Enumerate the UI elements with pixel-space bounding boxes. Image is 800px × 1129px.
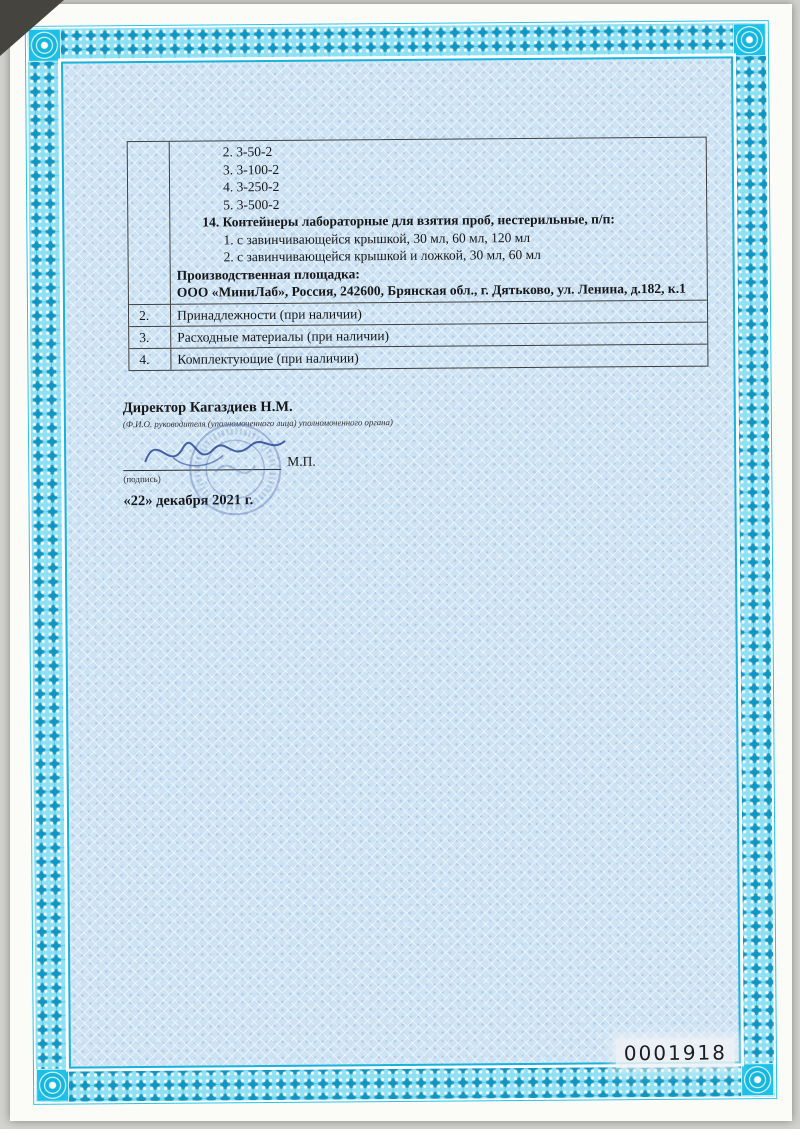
serial-number: 0001918 [616,1037,735,1068]
table-row [129,343,707,370]
certificate-body [6,1,797,1124]
table-row-continuation [128,138,707,304]
item-14-subitem: 1. с завинчивающейся крышкой, 30 мл, 60 мл, 120 мл [223,229,531,247]
content-layer [6,1,797,1124]
row-label: Расходные материалы (при наличии) [177,327,390,345]
table-row [129,321,707,348]
row-number: 3. [129,326,171,347]
table-row [129,299,707,326]
row-number: 4. [129,348,171,369]
item-14-title: 14. Контейнеры лабораторные для взятия проб, нестерильные, п/п: [202,211,615,230]
row-number-empty [128,142,171,304]
director-title: Директор Кагаздиев Н.М. [122,398,293,417]
list-item: 5. 3-500-2 [223,196,280,212]
production-site-label: Производственная площадка: [176,265,360,283]
director-note: (Ф.И.О. руководителя (уполномоченного лица) уполномоченного органа) [122,417,393,430]
row-label: Комплектующие (при наличии) [177,349,359,367]
stamp-place-label: М.П. [287,453,316,469]
signature-note: (подпись) [123,473,161,485]
products-table [127,137,709,371]
row-label: Принадлежности (при наличии) [176,305,362,323]
list-item: 3. 3-100-2 [222,161,280,177]
list-item: 4. 3-250-2 [222,178,280,195]
list-item: 2. 3-50-2 [222,143,273,160]
signature-stroke [139,423,289,476]
certificate-page [10,4,792,1121]
issue-date: «22» декабря 2021 г. [123,492,254,510]
row-number: 2. [129,304,171,325]
production-site-address: ООО «МиниЛаб», Россия, 242600, Брянская обл., г. Дятьково, ул. Ленина, д.182, к.1 [176,280,686,300]
table-continuation-cell [170,138,707,304]
item-14-subitem: 2. с завинчивающейся крышкой и ложкой, 30 мл, 60 мл [223,246,541,265]
